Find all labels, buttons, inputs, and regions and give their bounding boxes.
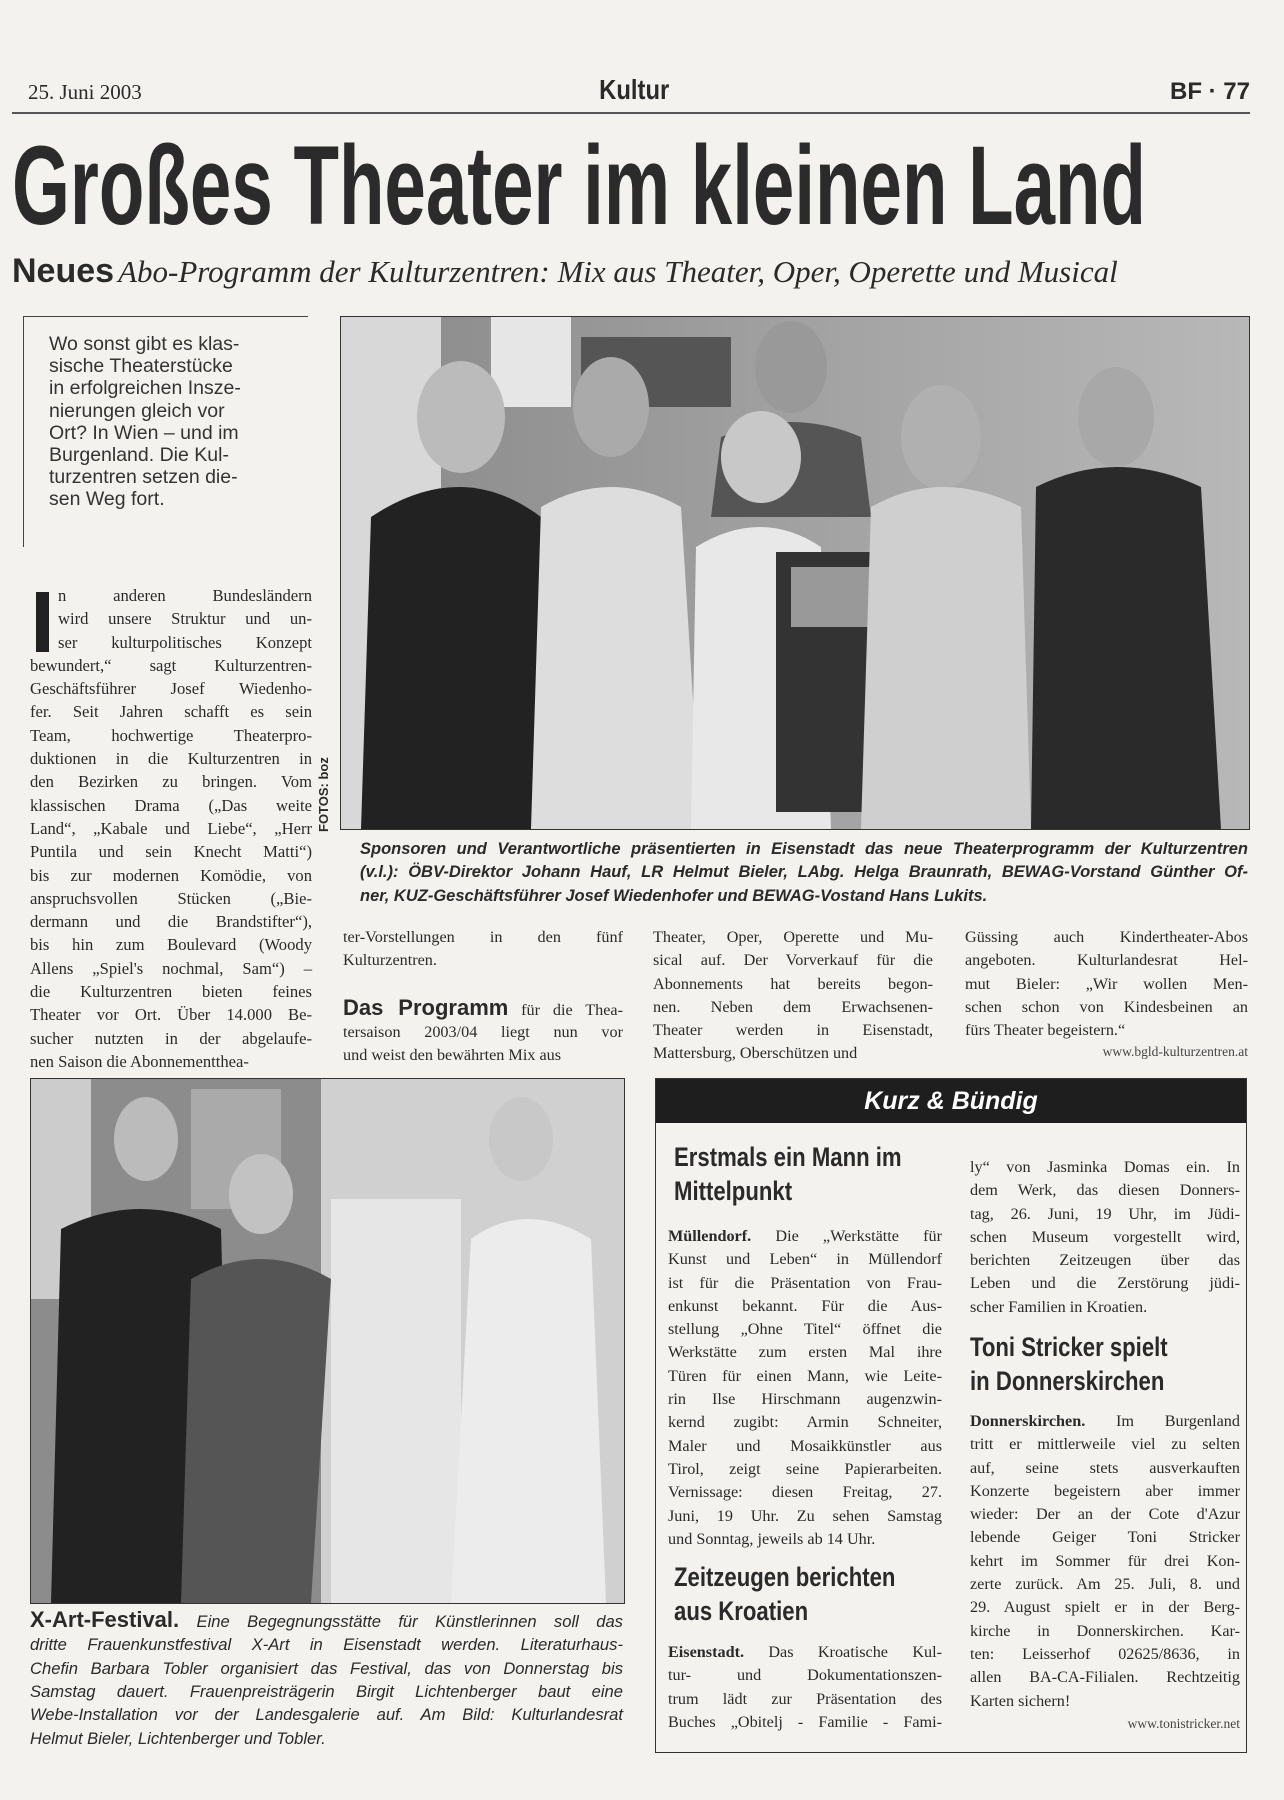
text-line: Kunst und Leben“ in Müllendorf (668, 1250, 942, 1269)
website-link[interactable]: www.bgld-kulturzentren.at (1102, 1044, 1248, 1059)
text-line: dritte Frauenkunstfestival X-Art in Eisenstadt werden. Literaturhaus- (30, 1635, 623, 1655)
text-line: lebende Geiger Toni Stricker (970, 1528, 1240, 1547)
text-line: Puntila und sein Knecht Matti“) (30, 842, 312, 862)
xart-photo (30, 1078, 625, 1604)
text-line: trum lädt zur Präsentation des (668, 1689, 942, 1708)
text-line: anspruchsvollen Stücken („Bie- (30, 888, 312, 908)
text-line: Mittelpunkt (674, 1176, 793, 1206)
col2-top (343, 926, 623, 973)
text-line: Werkstätte zum ersten Mal ihre (668, 1343, 942, 1362)
story2-dateline: Eisenstadt. (668, 1643, 745, 1661)
text-line: Karten sichern! (970, 1691, 1071, 1710)
text-line: Türen für einen Mann, wie Leite- (668, 1366, 942, 1385)
text-line: und weist den bewährten Mix aus (343, 1045, 562, 1064)
text-line: rin Ilse Hirschmann augenzwin- (668, 1390, 942, 1409)
page-number: BF · 77 (1169, 78, 1250, 105)
text-line: Buches „Obitelj - Familie - Fami- (668, 1712, 942, 1731)
text-line: enkunst bekannt. Für die Aus- (668, 1296, 942, 1315)
text-line: fer. Seit Jahren schafft es sein (30, 702, 312, 722)
text-line: Güssing auch Kindertheater-Abos (965, 928, 1248, 946)
text-line: mut Bieler: „Wir wollen Men- (965, 974, 1248, 993)
col2-bottom (343, 1021, 623, 1068)
text-line: auf, seine stets ausverkauften (970, 1458, 1240, 1477)
text-line: Eine Begegnungsstätte für Künstlerinnen soll das (196, 1612, 623, 1631)
section-label: Kultur (599, 74, 670, 105)
text-line: Juni, 19 Uhr. Zu sehen Samstag (668, 1506, 942, 1525)
text-line: ist für die Präsentation von Frau- (668, 1273, 942, 1292)
story2-lines (668, 1664, 942, 1734)
text-line: Toni Stricker spielt (970, 1332, 1168, 1362)
article-col1 (30, 584, 312, 1073)
text-line: bewundert,“ sagt Kulturzentren- (30, 655, 312, 675)
text-line: stellung „Ohne Titel“ öffnet die (668, 1320, 942, 1339)
article-col3 (653, 926, 933, 1066)
text-line: ter-Vorstellungen in den fünf (343, 928, 623, 946)
story1-lines (668, 1248, 942, 1551)
text-line: tur- und Dokumentationszen- (668, 1666, 942, 1685)
text-line: duktionen in die Kulturzentren in (30, 749, 312, 769)
text-line: aus Kroatien (674, 1596, 809, 1626)
text-line: nierungen gleich vor (49, 399, 225, 422)
text-line: Burgenland. Die Kul- (49, 444, 229, 467)
text-line: Die „Werkstätte für (775, 1227, 942, 1245)
text-line: nen. Neben dem Erwachsenen- (653, 997, 933, 1016)
story3-dateline: Donnerskirchen. (970, 1412, 1086, 1430)
text-line: Mattersburg, Oberschützen und (653, 1044, 858, 1063)
text-line: Ort? In Wien – und im (49, 421, 239, 444)
text-line: die Kulturzentren bieten feines (30, 982, 312, 1002)
text-line: Theater, Oper, Operette und Mu- (653, 928, 933, 946)
text-line: angeboten. Kulturlandesrat Hel- (965, 951, 1248, 970)
subhead-lead: Neues (12, 252, 115, 290)
text-line: Tirol, zeigt seine Papierarbeiten. (668, 1459, 942, 1478)
text-line: Im Burgenland (1116, 1412, 1240, 1430)
text-line: und Sonntag, jeweils ab 14 Uhr. (668, 1529, 876, 1548)
text-line: wird unsere Struktur und un- (58, 609, 312, 629)
photo-credit: FOTOS: boz (316, 757, 331, 832)
text-line: Wo sonst gibt es klas- (49, 333, 240, 355)
text-line: Webe-Installation vor der Landesgalerie auf. Am Bild: Kulturlandesrat (30, 1705, 623, 1725)
text-line: n anderen Bundesländern (58, 586, 312, 605)
text-line: Theater vor Ort. Über 14.000 Be- (30, 1005, 312, 1025)
story2-body (668, 1641, 942, 1734)
story1-headline (674, 1140, 902, 1208)
text-line: Geschäftsführer Josef Wiedenho- (30, 679, 312, 699)
text-line: tag, 26. Juni, 19 Uhr, im Jüdi- (970, 1204, 1240, 1223)
text-line: schen Museum vorgestellt wird, (970, 1227, 1240, 1246)
text-line: klassischen Drama („Das weite (30, 795, 312, 815)
text-line: Maler und Mosaikkünstler aus (668, 1436, 942, 1455)
text-line: Chefin Barbara Tobler organisiert das Festival, das von Donnerstag bis (30, 1658, 623, 1678)
headline: Großes Theater im kleinen Land (12, 123, 1147, 248)
group-photo-image (341, 317, 1249, 829)
text-line: sucher nutzten in der abgelaufe- (30, 1028, 312, 1048)
text-line: tersaison 2003/04 liegt nun vor (343, 1022, 623, 1041)
text-line: schen schon von Kindesbeinen an (965, 997, 1248, 1016)
text-line: bis zur modernen Komödie, von (30, 865, 312, 885)
text-line: kernd zugibt: Armin Schneiter, (668, 1413, 942, 1432)
header-rule (12, 112, 1250, 114)
main-photo (340, 316, 1250, 830)
text-line: Kulturzentren. (343, 951, 437, 970)
story1-body (668, 1225, 942, 1551)
xart-caption-lines (30, 1633, 623, 1749)
xart-photo-image (31, 1079, 624, 1603)
text-line: berichten Zeitzeugen über das (970, 1251, 1240, 1270)
text-line: turzentren setzen die- (49, 466, 238, 489)
text-line: Konzerte begeistern aber immer (970, 1481, 1240, 1500)
text-line: Helmut Bieler, Lichtenberger und Tobler. (30, 1728, 326, 1748)
text-line: fürs Theater begeistern.“ (965, 1021, 1126, 1040)
xart-caption-lead: X-Art-Festival. (30, 1607, 180, 1632)
caption-lines (360, 838, 1248, 908)
website-link-stricker[interactable]: www.tonistricker.net (1127, 1716, 1240, 1731)
story2-headline (674, 1560, 895, 1628)
text-line: ser kulturpolitisches Konzept (58, 632, 312, 652)
text-line: Leben und die Zerstörung jüdi- (970, 1274, 1240, 1293)
text-line: Land“, „Kabale und Liebe“, „Herr (30, 818, 312, 838)
text-line: tritt er mittlerweile viel zu selten (970, 1435, 1240, 1454)
text-line: kirche in Donnerskirchen. Kar- (970, 1621, 1240, 1640)
text-line: bis hin zum Boulevard (Woody (30, 935, 312, 955)
text-line: Erstmals ein Mann im (674, 1142, 902, 1172)
text-line: sen Weg fort. (49, 488, 165, 511)
text-line: Das Kroatische Kul- (768, 1643, 942, 1661)
subheading-line (343, 995, 623, 1021)
teaser-text (49, 333, 241, 511)
subheading-das-programm: Das Programm (343, 994, 509, 1020)
text-line: Zeitzeugen berichten (674, 1562, 896, 1592)
text-line: ner, KUZ-Geschäftsführer Josef Wiedenhofer und BEWAG-Vostand Hans Lukits. (360, 886, 988, 905)
text-line: den Bezirken zu bringen. Vom (30, 772, 312, 792)
article-col4 (965, 926, 1248, 1042)
text-line: ten: Leisserhof 02625/8636, in (970, 1644, 1240, 1663)
story3-lines (970, 1433, 1240, 1713)
text-line: 29. August spielt er in der Berg- (970, 1598, 1240, 1617)
text-line: Allens „Spiel's nochmal, Sam“) – (30, 958, 312, 978)
article-col2 (343, 926, 623, 1067)
text-line: für die Thea- (521, 1000, 623, 1019)
text-line: (v.l.): ÖBV-Direktor Johann Hauf, LR Helmut Bieler, LAbg. Helga Braunrath, BEWAG-Vorstand Günther Of- (360, 863, 1248, 882)
kurz-buendig-title: Kurz & Bündig (864, 1087, 1038, 1115)
text-line: nen Saison die Abonnementthea- (30, 1051, 249, 1071)
text-line: Samstag dauert. Frauenpreisträgerin Birgit Lichtenberger baut eine (30, 1682, 623, 1701)
text-line: Theater werden in Eisenstadt, (653, 1021, 933, 1040)
text-line: sische Theaterstücke (49, 355, 233, 378)
story3-headline (970, 1330, 1168, 1398)
text-line: zerte zurück. Am 25. Juli, 8. und (970, 1575, 1240, 1594)
text-line: Sponsoren und Verantwortliche präsentierten in Eisenstadt das neue Theaterprogramm der Kulturzentren (360, 840, 1248, 858)
subheadline (12, 252, 1118, 291)
text-line: dem Werk, das diesen Donners- (970, 1181, 1240, 1200)
main-photo-caption (360, 838, 1248, 908)
text-line: Abonnements hat bereits begon- (653, 974, 933, 993)
issue-date: 25. Juni 2003 (28, 80, 142, 104)
teaser-box (23, 316, 308, 547)
story3-body (970, 1410, 1240, 1713)
text-line: scher Familien in Kroatien. (970, 1297, 1148, 1316)
text-line: Vernissage: diesen Freitag, 27. (668, 1483, 942, 1502)
story2-continued (970, 1156, 1240, 1319)
text-line: in erfolgreichen Insze- (49, 377, 241, 400)
text-line: Team, hochwertige Theaterpro- (30, 725, 312, 745)
xart-caption (30, 1608, 623, 1750)
text-line: in Donnerskirchen (970, 1366, 1165, 1396)
subhead-text: Abo-Programm der Kulturzentren: Mix aus Theater, Oper, Operette und Musical (118, 254, 1118, 289)
text-line: ly“ von Jasminka Domas ein. In (970, 1158, 1240, 1176)
text-line: dermann und die Brandstifter“), (30, 912, 312, 932)
story1-dateline: Müllendorf. (668, 1227, 752, 1245)
text-line: allen BA-CA-Filialen. Rechtzeitig (970, 1668, 1240, 1687)
kurz-buendig-header (656, 1079, 1246, 1123)
text-line: sical auf. Der Vorverkauf für die (653, 951, 933, 970)
text-line: wieder: Der an der Cote d'Azur (970, 1505, 1240, 1524)
text-line: kehrt im Sommer für drei Kon- (970, 1551, 1240, 1570)
